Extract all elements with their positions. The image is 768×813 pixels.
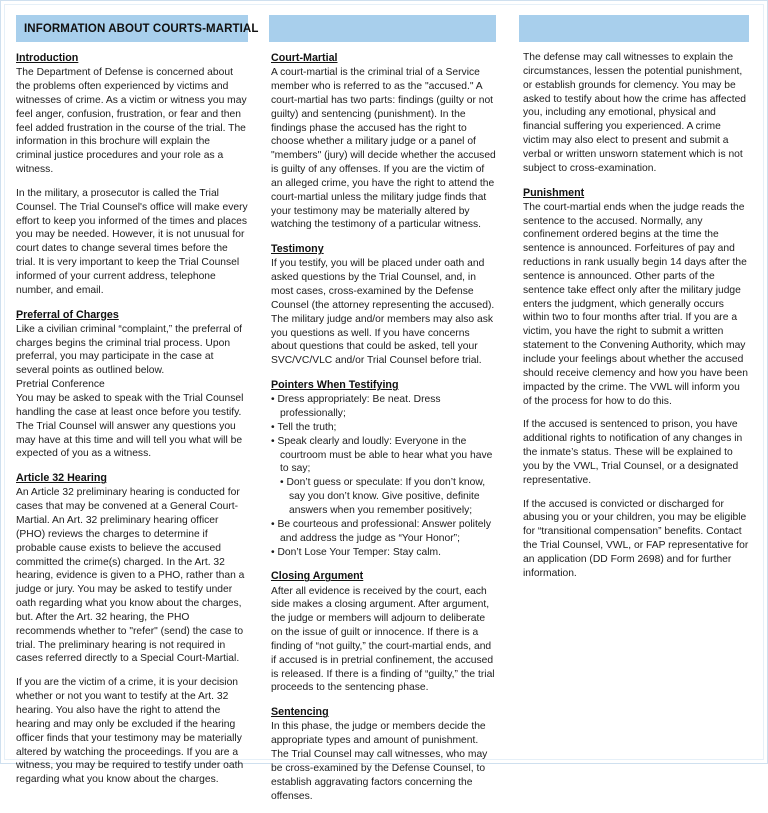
banner-title-block [16, 15, 259, 42]
paragraph-punishment-3: If the accused is convicted or discharged for abusing you or your children, you may be eligible for “transitional compensation” benefits. Contact the Trial Counsel, VWL, or FAP representative for an application (DD Form 2698) and for further information. [523, 498, 749, 579]
bullet-glyph: • [271, 518, 278, 530]
paragraph-sentencing: In this phase, the judge or members decide the appropriate types and amount of punishment. The Trial Counsel may call witnesses, who may be cross-examined by the Defense Counsel, to establish aggravating factors concerning the offenses. [271, 721, 488, 802]
banner-block-two [269, 15, 496, 42]
paragraph-article-32-1: An Article 32 preliminary hearing is conducted for cases that may be convened at a General Court-Martial. An Art. 32 preliminary hearing officer (PHO) reviews the charges to determine if probable cause exists to believe the accused committed the crime(s) charged. In the Art. 32 hearing, evidence is given to a PHO, rather than a judge or jury. You may be asked to testify under oath regarding what you know about the charges, but. After the Art. 32 hearing, the PHO recommends whether to "refer" (send) the case to trial. The preliminary hearing is not required in cases referred directly to a Special Court-Martial. [16, 487, 245, 665]
list-item [271, 421, 496, 435]
heading-testimony: Testimony [271, 243, 324, 256]
paragraph-introduction-2: In the military, a prosecutor is called the Trial Counsel. The Trial Counsel's office will make every effort to keep you informed of the times and places you may be needed. However, it is not unusual for court dates to change several times before the trial. It is very important to keep the Trial Counsel informed of your current address, telephone number, and email. [16, 187, 248, 296]
list-item [271, 435, 496, 477]
heading-introduction: Introduction [16, 52, 79, 64]
list-item-text: Don’t guess or speculate: If you don’t know, say you don’t know. Give positive, definite answers when you remember positively; [286, 477, 486, 516]
heading-pointers-when-testifying: Pointers When Testifying [271, 379, 399, 392]
column-two [261, 15, 509, 813]
bullet-glyph: • [271, 421, 278, 433]
banner-block-three [519, 15, 749, 42]
pointers-list [271, 393, 496, 559]
column-three [509, 15, 757, 591]
list-item-text: Be courteous and professional: Answer politely and address the judge as “Your Honor”; [277, 518, 491, 544]
paragraph-pretrial-conference: You may be asked to speak with the Trial Counsel handling the case at least once before you testify. The Trial Counsel will answer any questions you may have at this time and will tell you what will be expected of you as a witness. [16, 392, 244, 460]
list-item-text: Speak clearly and loudly: Everyone in the courtroom must be able to hear what you have to say; [277, 435, 493, 475]
list-item [271, 518, 496, 546]
paragraph-introduction-1: The Department of Defense is concerned about the problems often experienced by victims and witnesses of crime. As a victim or witness you may feel anger, confusion, frustration, or fear and then feel added frustration in the course of the trial. The information in this brochure will explain the criminal justice procedures and your role as a witness. [16, 67, 247, 176]
list-item [271, 546, 496, 560]
list-item-text: Don’t Lose Your Temper: Stay calm. [277, 546, 441, 558]
list-item [271, 476, 496, 518]
subheading-pretrial-conference: Pretrial Conference [16, 379, 105, 391]
list-item-text: Dress appropriately: Be neat. Dress professionally; [277, 394, 441, 420]
bullet-glyph: • [271, 394, 278, 406]
paragraph-defense-witnesses: The defense may call witnesses to explain the circumstances, lessen the potential punishment, or establish grounds for clemency. You may be asked to testify about how the crime has affected you, including any emotional, physical and financial suffering you experienced. A crime victim may also elect to present and submit a verbal or written unsworn statement which is not subject to cross-examination. [523, 52, 747, 174]
heading-punishment: Punishment [523, 186, 585, 199]
heading-sentencing: Sentencing [271, 706, 329, 719]
bullet-glyph: • [280, 477, 287, 489]
paragraph-punishment-2: If the accused is sentenced to prison, you have additional rights to notification of any changes in the inmate’s status. These will be explained to you by the VWL, Trial Counsel, or a designated representative. [523, 419, 743, 486]
heading-preferral-of-charges: Preferral of Charges [16, 308, 119, 321]
paragraph-preferral-1: Like a civilian criminal “complaint,” the preferral of charges begins the criminal trial process. Upon preferral, you may participate in the case at several points as outlined below. [16, 323, 243, 377]
column-one [11, 15, 261, 797]
heading-article-32-hearing: Article 32 Hearing [16, 472, 107, 485]
three-column-layout [11, 15, 757, 802]
page-title: INFORMATION ABOUT COURTS-MARTIAL [24, 22, 259, 35]
bullet-glyph: • [271, 435, 278, 447]
paragraph-testimony: If you testify, you will be placed under oath and asked questions by the Trial Counsel, and, in most cases, cross-examined by the Defense Counsel (the attorney representing the accused). The military judge and/or members may also ask you questions as well. If you have concerns about questions that could be asked, tell your SVC/VC/VLC and/or Trial Counsel before trial. [271, 258, 495, 367]
heading-court-martial: Court-Martial [271, 52, 338, 64]
bullet-glyph: • [271, 546, 278, 558]
heading-closing-argument: Closing Argument [271, 570, 364, 583]
paragraph-court-martial: A court-martial is the criminal trial of a Service member who is referred to as the "accused." A court-martial has two parts: findings (guilty or not guilty) and sentencing (punishment). In the findings phase the accused has the right to choose whether a military judge or a panel of "members" (jury) will decide whether the accused is guilty of any offenses. If you are the victim of an alleged crime, you have the right to attend the court-martial unless the military judge finds that your testimony may be materially altered by watching the testimony of a particular witness. [271, 67, 496, 231]
list-item-text: Tell the truth; [277, 421, 337, 433]
paragraph-closing-argument: After all evidence is received by the court, each side makes a closing argument. After argument, the judge or members will adjourn to deliberate on the issue of guilt or innocence. If there is a finding of “not guilty,” the court-martial ends, and if accused is in pretrial confinement, the accused is released. If there is a finding of “guilty,” the trial proceeds to the sentencing phase. [271, 585, 495, 694]
paragraph-punishment-1: The court-martial ends when the judge reads the sentence to the accused. Normally, any confinement ordered begins at the time the sentence is announced. Forfeitures of pay and reductions in rank usually begin 14 days after the sentence is announced. Other parts of the sentence take effect only after the military judge enters the judgment, which generally occurs within two to four months after trial. If you are a victim, you have the right to submit a written statement to the Convening Authority, which may include your feelings about whether the accused should receive clemency and how you have been impacted by the crime. The VWL will inform you of the process for how to do this. [523, 201, 748, 407]
paragraph-article-32-2: If you are the victim of a crime, it is your decision whether or not you want to testify at the Art. 32 hearing. You also have the right to attend the hearing and may only be excluded if the hearing officer finds that your testimony may be materially altered by watching the proceedings. If you are a witness, you may be required to testify under oath regarding what you know about the charges. [16, 677, 244, 786]
list-item [271, 393, 496, 421]
